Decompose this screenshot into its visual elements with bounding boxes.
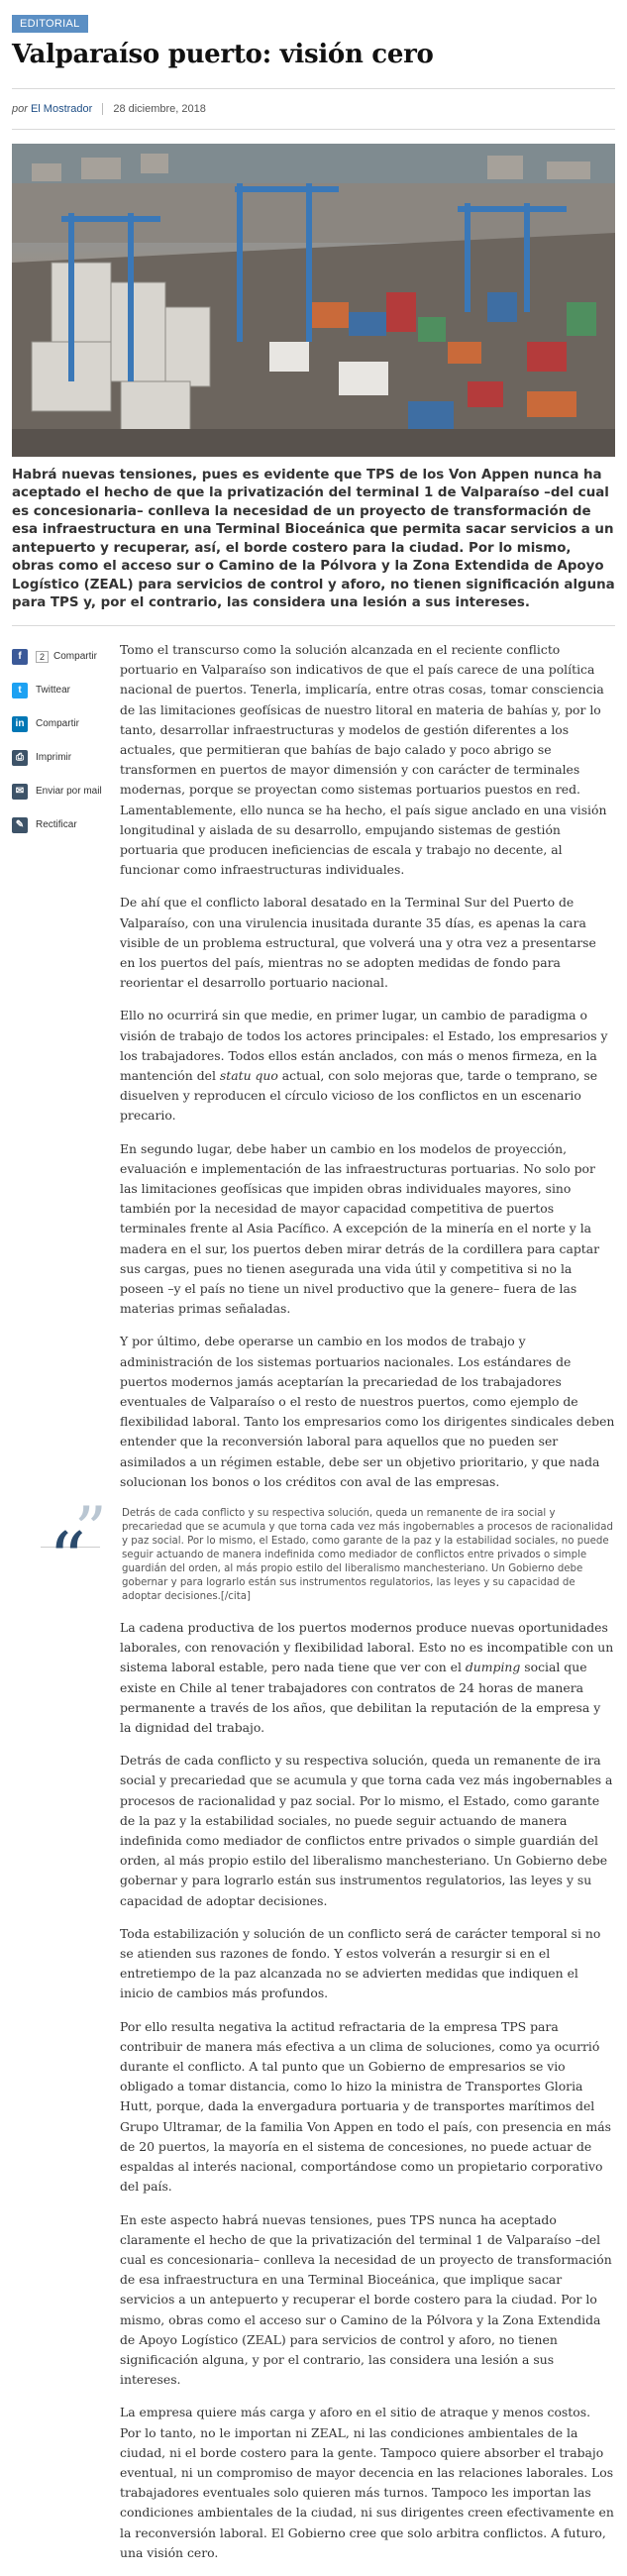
email-button[interactable] xyxy=(12,775,114,808)
paragraph: Y por último, debe operarse un cambio en los modos de trabajo y administración de los sistemas portuarios nacionales. Los estándares de puertos modernos jamás aceptarían la precariedad de los trabajadores eventuales de Valparaíso o el resto de nuestros puertos, como ejemplo de flexibilidad laboral. Tanto los empresarios como los dirigentes sindicales deben entender que la reconversión laboral para aquellos que no pueden ser asimilados a un régimen estable, debe ser un objetivo prioritario, y que nada solucionan los bonos o los créditos con aval de las empresas. xyxy=(120,1334,615,1489)
share-sidebar xyxy=(12,640,114,2576)
share-label: Imprimir xyxy=(36,752,72,764)
paragraph: En segundo lugar, debe haber un cambio en los modelos de proyección, evaluación e implementación de las infraestructuras portuarias. No solo por las limitaciones geofísicas que impiden obras individuales mayores, sino también por la necesidad de mayor capacidad competitiva de puertos terminales frente al Asia Pacífico. A excepción de la minería en el norte y la madera en el sur, los puertos deben mirar detrás de la cordillera para captar sus cargas, pues no tienen asegurada una vida útil y competitiva si no la poseen –y el país no tiene un nivel productivo que la genere– fuera de las materias primas señaladas. xyxy=(120,1140,600,1317)
paragraph: De ahí que el conflicto laboral desatado en la Terminal Sur del Puerto de Valparaíso, con una virulencia inusitada durante 35 días, es apenas la cara visible de un problema estructural, que volverá una y otra vez a presentarse en los puertos del país, mientras no se adopten medidas de fondo para reorientar el desarrollo portuario nacional. xyxy=(120,895,596,991)
share-count: 2 xyxy=(36,651,49,663)
headline: Valparaíso puerto: visión cero xyxy=(12,40,434,69)
article-body-wrap xyxy=(0,626,627,2576)
paragraph-text: actual, con solo mejoras que, tarde o temprano, se disuelven y reproducen el círculo vicioso de los conflictos en un escenario precario. xyxy=(120,1067,598,1124)
paragraph: Detrás de cada conflicto y su respectiva solución, queda un remanente de ira social y precariedad que se acumula y que torna cada vez más ingobernables a procesos de racionalidad y paz social. Por lo mismo, el Estado, como garante de la paz y la estabilidad sociales, no puede seguir actuando de manera indefinida como mediador de conflictos entre privados o simple guardián del orden, al más propio estilo del liberalismo manchesteriano. Un Gobierno debe gobernar y para lograrlo están sus instrumentos regulatorios, las leyes y su capacidad de adoptar decisiones. xyxy=(120,1753,613,1908)
port-illustration xyxy=(12,144,615,457)
pencil-icon: ✎ xyxy=(12,817,28,833)
category-badge[interactable]: EDITORIAL xyxy=(12,15,88,33)
paragraph-text: Ello no ocurrirá sin que medie, en primer lugar, un cambio de paradigma o visión de trabajo de todos los actores principales: el Estado, los empresarios y los trabajadores. Todos ellos están anclados, con más o menos firmeza, en la mantención del xyxy=(120,1008,608,1083)
share-label: Twittear xyxy=(36,685,71,697)
paragraph xyxy=(120,1618,615,1738)
divider xyxy=(12,129,615,130)
author-link[interactable]: El Mostrador xyxy=(30,102,93,115)
paragraph: En este aspecto habrá nuevas tensiones, pues TPS nunca ha aceptado claramente el hecho de que la privatización del terminal 1 de Valparaíso –del cual es concesionaria– conlleva la necesidad de un proyecto de transformación de esa infraestructura en una Terminal Bioceánica, que implique sacar servicios a un antepuerto y recuperar el borde costero para la ciudad. Por lo mismo, obras como el acceso sur o Camino de la Pólvora y la Zona Extendida de Apoyo Logístico (ZEAL) para servicios de control y aforo, no tienen significación alguna, y por el contrario, las considera una lesión a sus intereses. xyxy=(120,2211,612,2388)
emphasis: dumping xyxy=(465,1660,521,1675)
byline-prefix: por xyxy=(12,102,28,115)
article-lead: Habrá nuevas tensiones, pues es evidente que TPS de los Von Appen nunca ha aceptado el hecho de que la privatización del terminal 1 de Valparaíso –del cual es concesionaria– conlleva la necesidad de un proyecto de transformación de esa infraestructura en una Terminal Bioceánica que permita sacar servicios a un antepuerto y recuperar, así, el borde costero para la ciudad. Por lo mismo, obras como el acceso sur o Camino de la Pólvora y la Zona Extendida de Apoyo Logístico (ZEAL) para servicios de control y aforo, no tienen significación alguna para TPS y, por el contrario, las considera una lesión a sus intereses. xyxy=(12,467,615,611)
pull-quote-text: Detrás de cada conflicto y su respectiva solución, queda un remanente de ira social y precariedad que se acumula y que torna cada vez más ingobernables a procesos de racionalidad y paz social. Por lo mismo, el Estado, como garante de la paz y la estabilidad sociales, no puede seguir actuando de manera indefinida como mediador de conflictos entre privados o simple guardián del orden, al más propio estilo del liberalismo manchesteriano. Un Gobierno debe gobernar y para lograrlo están sus instrumentos regulatorios, las leyes y su capacidad de adoptar decisiones.[/cita] xyxy=(122,1508,613,1603)
share-facebook-button[interactable] xyxy=(12,640,114,674)
pull-quote xyxy=(41,1494,615,1604)
article-header xyxy=(0,0,627,130)
paragraph xyxy=(120,1006,615,1126)
print-icon: ⎙ xyxy=(12,750,28,766)
hero-image-port-containers xyxy=(12,144,615,457)
email-icon: ✉ xyxy=(12,784,28,800)
emphasis: statu quo xyxy=(219,1067,278,1083)
share-linkedin-button[interactable] xyxy=(12,707,114,741)
paragraph-text: La cadena productiva de los puertos modernos produce nuevas oportunidades laborales, con renovación y flexibilidad laboral. Esto no es incompatible con un sistema laboral estable, pero nada tiene que ver con el xyxy=(120,1620,614,1675)
correct-button[interactable] xyxy=(12,808,114,842)
share-label: Rectificar xyxy=(36,819,77,831)
facebook-icon: f xyxy=(12,649,28,665)
share-label: Enviar por mail xyxy=(36,786,102,798)
byline-separator xyxy=(102,103,103,115)
paragraph: Tomo el transcurso como la solución alcanzada en el reciente conflicto portuario en Valparaíso son indicativos de que el país carece de una política nacional de puertos. Tenerla, implicaría, entre otras cosas, tomar consciencia de las limitaciones geofísicas de nuestro litoral en materia de bahías y, por lo tanto, desarrollar infraestructuras y modelos de gestión diferentes a los actuales, que permitieran que bahías de bajo calado y poco abrigo se transformen en puertos de mayor dimensión y con carácter de terminales modernas, porque se proyectan como sistemas portuarios puestos en red. Lamentablemente, ello nunca se ha hecho, el país sigue anclado en una visión longitudinal y aislada de su desarrollo, empujando sistemas de gestión portuaria que producen ineficiencias de escala y trabajo no decente, al funcionar como infraestructuras individuales. xyxy=(120,641,607,878)
share-label: Compartir xyxy=(36,718,79,730)
share-label: Compartir xyxy=(53,651,97,663)
paragraph-text: social que existe en Chile al tener trabajadores con contratos de 24 horas de manera permanente a través de los años, que debilitan la reputación de la empresa y la dignidad del trabajo. xyxy=(120,1660,601,1736)
quote-icon: ” “ xyxy=(41,1505,122,1600)
byline-author xyxy=(12,103,92,115)
share-twitter-button[interactable] xyxy=(12,674,114,707)
byline xyxy=(12,89,615,129)
paragraph: Por ello resulta negativa la actitud refractaria de la empresa TPS para contribuir de manera más efectiva a un clima de soluciones, como ya ocurrió durante el conflicto. A tal punto que un Gobierno de empresarios se vio obligado a tomar distancia, como lo hizo la ministra de Transportes Gloria Hutt, porque, dada la envergadura portuaria y de transportes marítimos del Grupo Ultramar, de la familia Von Appen en todo el país, con presencia en más de 20 puertos, la mayoría en el sistema de concesiones, no puede actuar de espaldas al interés nacional, comportándose como un propietario corporativo del país. xyxy=(120,2018,612,2195)
linkedin-icon: in xyxy=(12,716,28,732)
paragraph: Toda estabilización y solución de un conflicto será de carácter temporal si no se atienden sus razones de fondo. Y estos volverán a resurgir si en el entretiempo de la paz alcanzada no se advierten medidas que indiquen el inicio de cambios más profundos. xyxy=(120,1925,601,2001)
print-button[interactable] xyxy=(12,741,114,775)
paragraph: La empresa quiere más carga y aforo en el sitio de atraque y menos costos. Por lo tanto, no le importan ni ZEAL, ni las condiciones ambientales de la ciudad, ni el borde costero para la gente. Tampoco quiere absorber el trabajo eventual, ni un compromiso de mayor decencia en las relaciones laborales. Los trabajadores eventuales solo quieren más turnos. Tampoco les importan las condiciones ambientales de la ciudad, ni sus dirigentes creen efectivamente en la reconversión laboral. El Gobierno cree que solo arbitra conflictos. A futuro, una visión cero. xyxy=(120,2405,614,2560)
twitter-icon: t xyxy=(12,683,28,698)
publish-date: 28 diciembre, 2018 xyxy=(113,102,206,115)
